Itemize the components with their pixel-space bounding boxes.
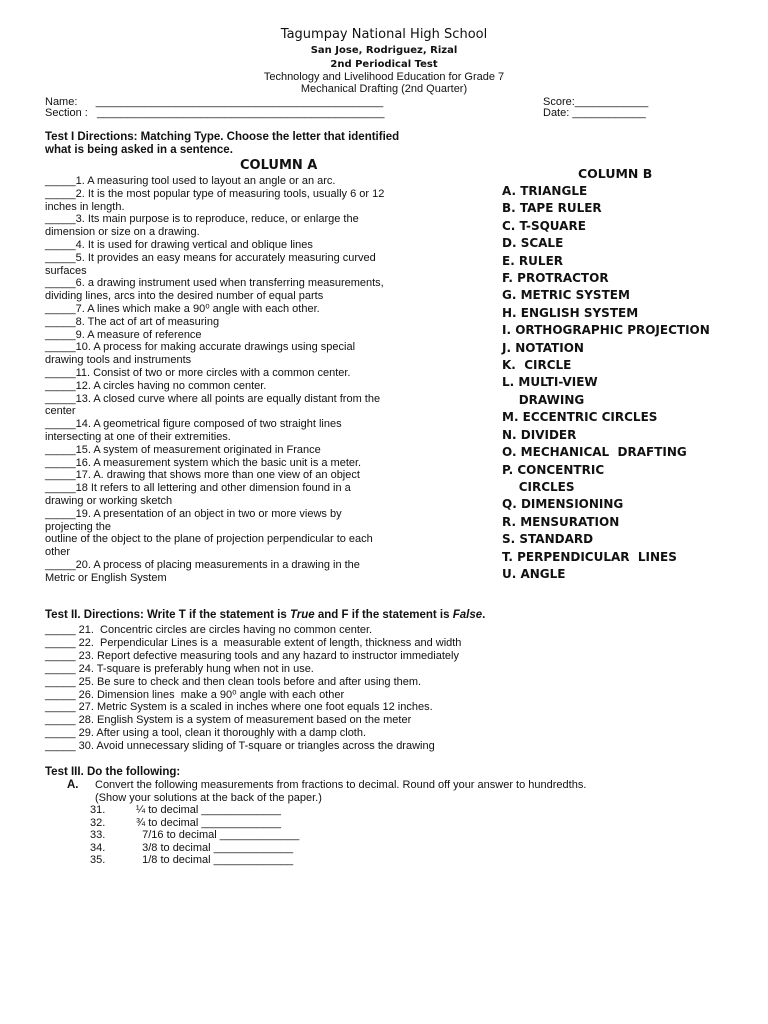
true-false-item: _____ 24. T-square is preferably hung when not in use. xyxy=(45,662,314,675)
test3-title: Test III. Do the following: xyxy=(45,766,181,778)
column-a-line: outline of the object to the plane of projection perpendicular to each xyxy=(45,533,373,546)
column-b-option: P. CONCENTRIC xyxy=(502,462,605,477)
column-a-line: projecting the xyxy=(45,520,112,533)
test3-a-instructions xyxy=(95,779,735,805)
test3-a-line2: (Show your solutions at the back of the paper.) xyxy=(95,792,322,804)
column-a-line: inches in length. xyxy=(45,200,125,213)
column-a-line: _____18 It refers to all lettering and other dimension found in a xyxy=(45,482,351,495)
test3-a-label: A. xyxy=(67,779,79,791)
column-b-option: G. METRIC SYSTEM xyxy=(502,288,630,303)
column-b-option: CIRCLES xyxy=(502,479,575,494)
column-b-option: D. SCALE xyxy=(502,236,564,251)
column-b-option: Q. DIMENSIONING xyxy=(502,497,624,512)
true-false-item: _____ 29. After using a tool, clean it thoroughly with a damp cloth. xyxy=(45,727,367,740)
column-b-option: L. MULTI-VIEW xyxy=(502,375,598,390)
column-b-option: O. MECHANICAL DRAFTING xyxy=(502,445,687,460)
column-a-line: _____7. A lines which make a 90⁰ angle with each other. xyxy=(45,302,320,315)
section-field: Section : _______________________________________________ xyxy=(45,107,385,119)
column-b-option: T. PERPENDICULAR LINES xyxy=(502,549,677,564)
column-a-line: _____8. The act of art of measuring xyxy=(45,315,220,328)
test2-items xyxy=(45,624,745,753)
column-a-line: _____15. A system of measurement originated in France xyxy=(45,443,321,456)
true-false-item: _____ 30. Avoid unnecessary sliding of T-square or triangles across the drawing xyxy=(45,740,435,753)
true-false-item: _____ 25. Be sure to check and then clean tools before and after using them. xyxy=(45,675,422,688)
test1-directions-line2: what is being asked in a sentence. xyxy=(45,144,233,156)
column-a-line: _____19. A presentation of an object in two or more views by xyxy=(45,507,342,520)
true-false-item: _____ 27. Metric System is a scaled in inches where one foot equals 12 inches. xyxy=(45,701,433,714)
column-a-line: other xyxy=(45,546,71,559)
conversion-item-text: ¾ to decimal _____________ xyxy=(136,816,281,829)
quarter-title: Mechanical Drafting (2nd Quarter) xyxy=(300,83,468,95)
column-b-option: B. TAPE RULER xyxy=(502,201,602,216)
column-a-line: _____1. A measuring tool used to layout an angle or an arc. xyxy=(45,175,336,187)
column-a-line: intersecting at one of their extremities. xyxy=(45,430,231,443)
test2-directions-end: . xyxy=(482,609,486,621)
column-a-line: _____6. a drawing instrument used when transferring measurements, xyxy=(45,277,384,290)
test2-directions-mid: and F if the statement is xyxy=(314,609,453,621)
column-a-line: _____3. Its main purpose is to reproduce, reduce, or enlarge the xyxy=(45,213,359,226)
column-a-line: surfaces xyxy=(45,264,87,277)
true-false-item: _____ 21. Concentric circles are circles having no common center. xyxy=(45,624,373,636)
column-a-line: _____14. A geometrical figure composed of two straight lines xyxy=(45,418,342,431)
column-b-option: I. ORTHOGRAPHIC PROJECTION xyxy=(502,323,710,338)
conversion-item xyxy=(90,804,299,817)
column-b-option: F. PROTRACTOR xyxy=(502,271,609,286)
column-a-line: drawing or working sketch xyxy=(45,494,173,507)
conversion-item xyxy=(90,854,299,867)
column-a-line: _____12. A circles having no common center. xyxy=(45,379,267,392)
conversion-item-text: 3/8 to decimal _____________ xyxy=(136,841,294,854)
column-b-option: U. ANGLE xyxy=(502,566,566,581)
test-name: 2nd Periodical Test xyxy=(330,59,438,70)
test2-true-word: True xyxy=(289,609,315,621)
column-a-line: _____2. It is the most popular type of measuring tools, usually 6 or 12 xyxy=(45,187,385,200)
conversion-item-text: 7/16 to decimal _____________ xyxy=(136,829,300,842)
school-address: San Jose, Rodriguez, Rizal xyxy=(310,45,458,56)
conversion-item xyxy=(90,817,299,830)
column-a-line: drawing tools and instruments xyxy=(45,354,192,367)
column-b xyxy=(502,183,752,583)
column-a xyxy=(45,175,477,585)
conversion-item-number: 34. xyxy=(90,841,106,854)
column-a-line: Metric or English System xyxy=(45,571,167,584)
column-a-line: _____5. It provides an easy means for accurately measuring curved xyxy=(45,251,376,264)
true-false-item: _____ 26. Dimension lines make a 90⁰ angle with each other xyxy=(45,688,345,701)
column-a-line: _____9. A measure of reference xyxy=(45,328,202,341)
column-b-option: M. ECCENTRIC CIRCLES xyxy=(502,410,658,425)
column-a-line: _____20. A process of placing measurements in a drawing in the xyxy=(45,558,360,571)
conversion-item-number: 33. xyxy=(90,829,106,842)
test3-a-line1: Convert the following measurements from fractions to decimal. Round off your answer to hundredths. xyxy=(95,779,587,791)
conversion-item-text: ¼ to decimal _____________ xyxy=(136,804,281,816)
column-b-option: H. ENGLISH SYSTEM xyxy=(502,305,639,320)
conversion-item-number: 32. xyxy=(90,816,106,829)
column-a-line: _____17. A. drawing that shows more than one view of an object xyxy=(45,469,360,482)
column-a-line: dimension or size on a drawing. xyxy=(45,226,200,239)
column-a-line: _____16. A measurement system which the basic unit is a meter. xyxy=(45,456,362,469)
conversion-item-text: 1/8 to decimal _____________ xyxy=(136,854,294,867)
column-b-option: DRAWING xyxy=(502,392,585,407)
test2-false-word: False xyxy=(452,609,483,621)
column-a-line: _____13. A closed curve where all points are equally distant from the xyxy=(45,392,381,405)
test2-directions-pre: Test II. Directions: Write T if the statement is xyxy=(45,609,290,621)
test1-directions xyxy=(45,131,505,157)
column-b-option: J. NOTATION xyxy=(502,340,584,355)
school-name: Tagumpay National High School xyxy=(280,27,488,42)
conversion-item-number: 35. xyxy=(90,854,106,867)
column-b-option: A. TRIANGLE xyxy=(502,184,588,198)
column-a-line: center xyxy=(45,405,76,418)
column-a-title: COLUMN A xyxy=(240,158,318,173)
column-a-line: _____11. Consist of two or more circles with a common center. xyxy=(45,366,351,379)
true-false-item: _____ 28. English System is a system of measurement based on the meter xyxy=(45,714,412,727)
true-false-item: _____ 23. Report defective measuring tools and any hazard to instructor immediately xyxy=(45,649,459,662)
test1-directions-line1: Test I Directions: Matching Type. Choose the letter that identified xyxy=(45,131,400,143)
column-a-line: _____4. It is used for drawing vertical and oblique lines xyxy=(45,238,313,251)
conversion-item xyxy=(90,842,299,855)
conversion-item xyxy=(90,829,299,842)
column-b-option: S. STANDARD xyxy=(502,532,594,547)
column-b-option: K. CIRCLE xyxy=(502,358,572,373)
conversion-item-number: 31. xyxy=(90,804,106,816)
date-field: Date: ____________ xyxy=(543,107,646,119)
column-b-option: R. MENSURATION xyxy=(502,514,620,529)
name-field: Name: _______________________________________________ xyxy=(45,96,384,108)
score-field: Score:____________ xyxy=(543,96,649,108)
test3-items xyxy=(90,804,299,867)
subject-title: Technology and Livelihood Education for Grade 7 xyxy=(263,71,505,83)
column-b-option: E. RULER xyxy=(502,253,564,268)
column-b-option: C. T-SQUARE xyxy=(502,218,586,233)
test2-directions xyxy=(45,609,485,621)
column-a-line: dividing lines, arcs into the desired number of equal parts xyxy=(45,290,324,303)
column-b-title: COLUMN B xyxy=(578,166,653,181)
true-false-item: _____ 22. Perpendicular Lines is a measurable extent of length, thickness and width xyxy=(45,636,462,649)
column-b-option: N. DIVIDER xyxy=(502,427,577,442)
column-a-line: _____10. A process for making accurate drawings using special xyxy=(45,341,356,354)
